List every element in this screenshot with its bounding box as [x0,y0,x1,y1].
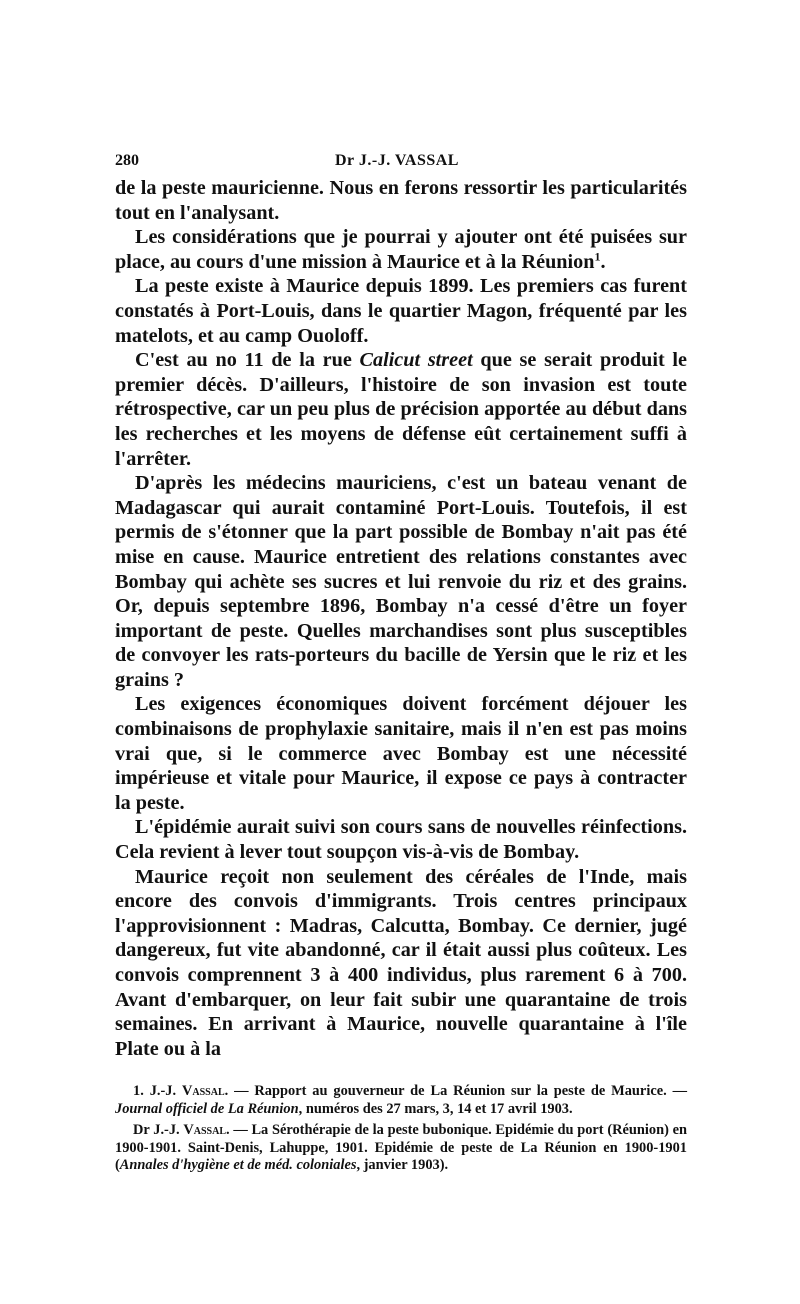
street-name: Calicut street [359,349,473,372]
paragraph-2 [115,225,687,274]
footnote-1-author: Vassal [181,1083,225,1100]
footnote-2-text-b: , janvier 1903). [356,1157,449,1174]
paragraph-2-end: . [600,250,606,273]
paragraph-4 [115,348,687,471]
footnote-2-text-a: . — La Sérothérapie de la peste bubonique. Epidémie du port (Réunion) en 1900-1901. Saint-Denis, Lahuppe, 1901. Epidémie de peste de La Réunion en 1900-1901 ( [115,1122,688,1174]
paragraph-1: de la peste mauricienne. Nous en ferons ressortir les particularités tout en l'analysant. [115,177,687,224]
footnote-2 [115,1122,687,1175]
footnote-1-journal: Journal officiel de La Réunion [115,1100,299,1117]
footnote-1-number: 1. J.-J. [133,1083,182,1100]
paragraph-8: Maurice reçoit non seulement des céréales de l'Inde, mais encore des convois d'immigrants. Trois centres principaux l'approvisionnent : Madras, Calcutta, Bombay. Ce dernier, jugé dangereux, fut vite abandonné, car il était aussi plus coûteux. Les convois comprennent 3 à 400 individus, plus rarement 6 à 700. Avant d'embarquer, on leur fait subir une quarantaine de trois semaines. En arrivant à Maurice, nouvelle quarantaine à l'île Plate ou à la [115,865,687,1060]
paragraph-6: Les exigences économiques doivent forcément déjouer les combinaisons de prophylaxie sanitaire, mais il n'en est pas moins vrai que, si le commerce avec Bombay est une nécessité impérieuse et vitale pour Maurice, il expose ce pays à contracter la peste. [115,693,687,814]
footnote-1-text-b: , numéros des 27 mars, 3, 14 et 17 avril 1903. [298,1100,573,1117]
paragraph-3: La peste existe à Maurice depuis 1899. Les premiers cas furent constatés à Port-Louis, dans le quartier Magon, fréquenté par les matelots, et au camp Ouoloff. [115,275,687,347]
footnote-2-annales: Annales d'hygiène et de méd. coloniales [119,1157,357,1174]
paragraph-4-start: C'est au no 11 de la rue [135,349,360,372]
footnote-2-author: Vassal [183,1122,226,1139]
book-page [115,148,687,1175]
paragraph-4-rest: que se serait produit le premier décès. D'ailleurs, l'histoire de son invasion est toute rétrospective, car un peu plus de précision apportée au début dans les recherches et les moyens de défense eût certainement suffi à l'arrêter. [115,349,687,470]
footnote-1-text-a: . — Rapport au gouverneur de La Réunion sur la peste de Maurice. — [224,1083,687,1100]
paragraph-7: L'épidémie aurait suivi son cours sans de nouvelles réinfections. Cela revient à lever tout soupçon vis-à-vis de Bombay. [115,816,687,864]
paragraph-2-text: Les considérations que je pourrai y ajouter ont été puisées sur place, au cours d'une mission à Maurice et à la Réunion [115,226,687,273]
page-number: 280 [115,152,139,169]
running-title: Dr J.-J. VASSAL [335,152,459,169]
body-text [115,176,687,1061]
footnotes [115,1083,687,1175]
footnote-ref-1: 1 [594,249,601,264]
running-head [115,148,687,176]
paragraph-5: D'après les médecins mauriciens, c'est un bateau venant de Madagascar qui aurait contaminé Port-Louis. Toutefois, il est permis de s'étonner que la part possible de Bombay n'ait pas été mise en cause. Maurice entretient des relations constantes avec Bombay qui achète ses sucres et lui renvoie du riz et des grains. Or, depuis septembre 1896, Bombay n'a cessé d'être un foyer important de peste. Quelles marchandises sont plus susceptibles de convoyer les rats-porteurs du bacille de Yersin que le riz et les grains ? [115,472,687,691]
footnote-2-number: Dr J.-J. [133,1122,184,1139]
footnote-1 [115,1083,687,1118]
